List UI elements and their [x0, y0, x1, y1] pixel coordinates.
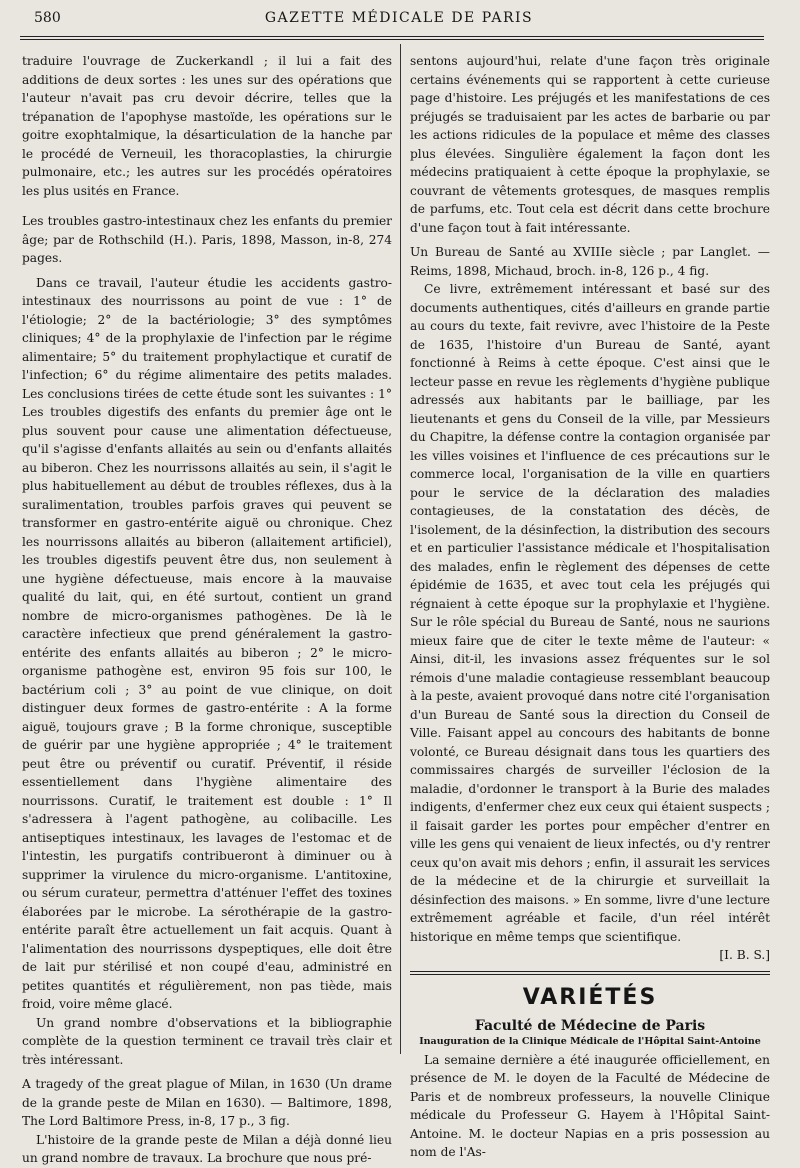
section-rule [410, 971, 770, 972]
paragraph: Un grand nombre d'observations et la bibliographie complète de la question terminent ce travail très clair et très intéressant. [22, 1015, 392, 1067]
right-column [410, 52, 770, 1159]
sub-heading: Faculté de Médecine de Paris [474, 1017, 706, 1034]
paragraph: Ce livre, extrêmement intéressant et basé sur des documents authentiques, cités d'ailleurs en grande partie au cours du texte, fait revivre, avec l'histoire de la Peste de 1635, l'histoire d'un Bureau de Santé, ayant fonctionné à Reims à cette époque. C'est ainsi que le lecteur passe en revue les règlements d'hygiène publique adressés aux habitants par le bailliage, par les lieutenants et gens du Conseil de la ville, par Messieurs du Chapitre, la défense contre la contagion organisée par les villes voisines et l'influence de ces précautions sur le commerce local, l'organisation de la ville en quartiers pour le service de la déclaration des maladies contagieuses, de la constatation des décès, de l'isolement, de la désinfection, la distribution des secours et en particulier l'assistance médicale et l'hospitalisation des malades, enfin le règlement des dépenses de cette épidémie de 1635, et avec tout cela les préjugés qui régnaient à cette époque sur la prophylaxie et l'hygiène. Sur le rôle spécial du Bureau de Santé, nous ne saurions mieux faire que de citer le texte même de l'auteur: « Ainsi, dit-il, les invasions assez fréquentes sur le sol rémois d'une maladie contagieuse ressemblant beaucoup à la peste, avaient provoqué dans notre cité l'organisation d'un Bureau de Santé sous la direction du Conseil de Ville. Faisant appel au concours des habitants de bonne volonté, ce Bureau désignait dans tous les quartiers des commissaires chargés de surveiller l'éclosion de la maladie, d'ordonner le transport à la Burie des malades indigents, d'enfermer chez eux ceux qui étaient suspects ; il faisait garder les portes pour empêcher d'entrer en ville les gens qui venaient de lieux infectés, ou d'y rentrer ceux qu'on avait mis dehors ; enfin, il assurait les services de la médecine et de la chirurgie et surveillait la désinfection des maisons. » En somme, livre d'une lecture extrêmement agréable et facile, d'un réel intérêt historique en même temps que scientifique. [410, 282, 770, 944]
paragraph: sentons aujourd'hui, relate d'une façon très originale certains événements qui se rapportent à cette curieuse page d'histoire. Les préjugés et les manifestations de ces préjugés se traduisaient par les actes de barbarie ou par les actions ridicules de la populace et même des classes plus élevées. Singulière également la façon dont les médecins pratiquaient à cette époque la prophylaxie, se couvrant de vêtements grotesques, de masques remplis de parfums, etc. Tout cela est décrit dans cette brochure d'une façon tout à fait intéressante. [410, 54, 770, 235]
running-title: GAZETTE MÉDICALE DE PARIS [264, 10, 534, 26]
section-heading: VARIÉTÉS [522, 984, 658, 1010]
page-header [34, 10, 764, 34]
bibliography-entry: Un Bureau de Santé au XVIIIe siècle ; par Langlet. — Reims, 1898, Michaud, broch. in-8, 126 p., 4 fig. [410, 245, 770, 278]
column-divider [400, 44, 401, 1054]
page-number: 580 [34, 10, 61, 26]
left-column [22, 52, 392, 1165]
bibliography-entry: Les troubles gastro-intestinaux chez les enfants du premier âge; par de Rothschild (H.). Paris, 1898, Masson, in-8, 274 pages. [22, 214, 392, 265]
bibliography-entry: A tragedy of the great plague of Milan, in 1630 (Un drame de la grande peste de Milan en 1630). — Baltimore, 1898, The Lord Baltimore Press, in-8, 17 p., 3 fig. [22, 1077, 392, 1128]
signature: [I. B. S.] [719, 948, 770, 962]
sub-sub-heading: Inauguration de la Clinique Médicale de l'Hôpital Saint-Antoine [419, 1035, 761, 1047]
paragraph: L'histoire de la grande peste de Milan a déjà donné lieu un grand nombre de travaux. La brochure que nous pré- [22, 1132, 392, 1165]
header-rule [20, 36, 764, 37]
paragraph: Dans ce travail, l'auteur étudie les accidents gastro-intestinaux des nourrissons au point de vue : 1° de l'étiologie; 2° de la bactériologie; 3° des symptômes cliniques; 4° de la prophylaxie de l'infection par le régime alimentaire; 5° du traitement prophylactique et curatif de l'infection; 6° du régime alimentaire des petits malades. Les conclusions tirées de cette étude sont les suivantes : 1° Les troubles digestifs des enfants du premier âge ont le plus souvent pour cause une alimentation défectueuse, qu'il s'agisse d'enfants allaités au sein ou d'enfants allaités au biberon. Chez les nourrissons allaités au sein, il s'agit le plus habituellement au début de troubles réflexes, dus à la suralimentation, troubles parfois graves qui peuvent se transformer en gastro-entérite aiguë ou chronique. Chez les nourrissons allaités au biberon (allaitement artificiel), les troubles digestifs peuvent être dus, non seulement à une hygiène défectueuse, mais encore à la mauvaise qualité du lait, qui, en été surtout, contient un grand nombre de micro-organismes pathogènes. De là le caractère infectieux que prend généralement la gastro-entérite des enfants allaités au biberon ; 2° le micro-organisme pathogène est, environ 95 fois sur 100, le bactérium coli ; 3° au point de vue clinique, on doit distinguer deux formes de gastro-entérite : A la forme aiguë, toujours grave ; B la forme chronique, susceptible de guérir par une hygiène appropriée ; 4° le traitement peut être ou préventif ou curatif. Préventif, il réside essentiellement dans l'hygiène alimentaire des nourrissons. Curatif, le traitement est double : 1° Il s'adressera à l'agent pathogène, au colibacille. Les antiseptiques intestinaux, les lavages de l'estomac et de l'intestin, les purgatifs contribueront à diminuer ou à supprimer la virulence du micro-organisme. L'antitoxine, ou sérum curateur, permettra d'atténuer l'effet des toxines élaborées par le microbe. La sérothérapie de la gastro-entérite paraît être actuellement un fait acquis. Quant à l'alimentation des nourrissons dyspeptiques, elle doit être de lait pur stérilisé et non coupé d'eau, administré en petites quantités et régulièrement, non pas tiède, mais froid, voire même glacé. [22, 275, 392, 1011]
paragraph: traduire l'ouvrage de Zuckerkandl ; il lui a fait des additions de deux sortes : les unes sur des opérations que l'auteur n'avait pas cru devoir décrire, telles que la trépanation de l'apophyse mastoïde, les opérations sur le goitre exophtalmique, la désarticulation de la hanche par le procédé de Verneuil, les thoracoplasties, la chirurgie pulmonaire, etc.; les autres sur les procédés opératoires les plus usités en France. [22, 54, 392, 198]
section-rule [410, 974, 770, 975]
header-rule-secondary [20, 39, 764, 40]
paragraph: La semaine dernière a été inaugurée officiellement, en présence de M. le doyen de la Faculté de Médecine de Paris et de nombreux professeurs, la nouvelle Clinique médicale du Professeur G. Hayem à l'Hôpital Saint-Antoine. M. le docteur Napias en a pris possession au nom de l'As- [410, 1052, 770, 1159]
